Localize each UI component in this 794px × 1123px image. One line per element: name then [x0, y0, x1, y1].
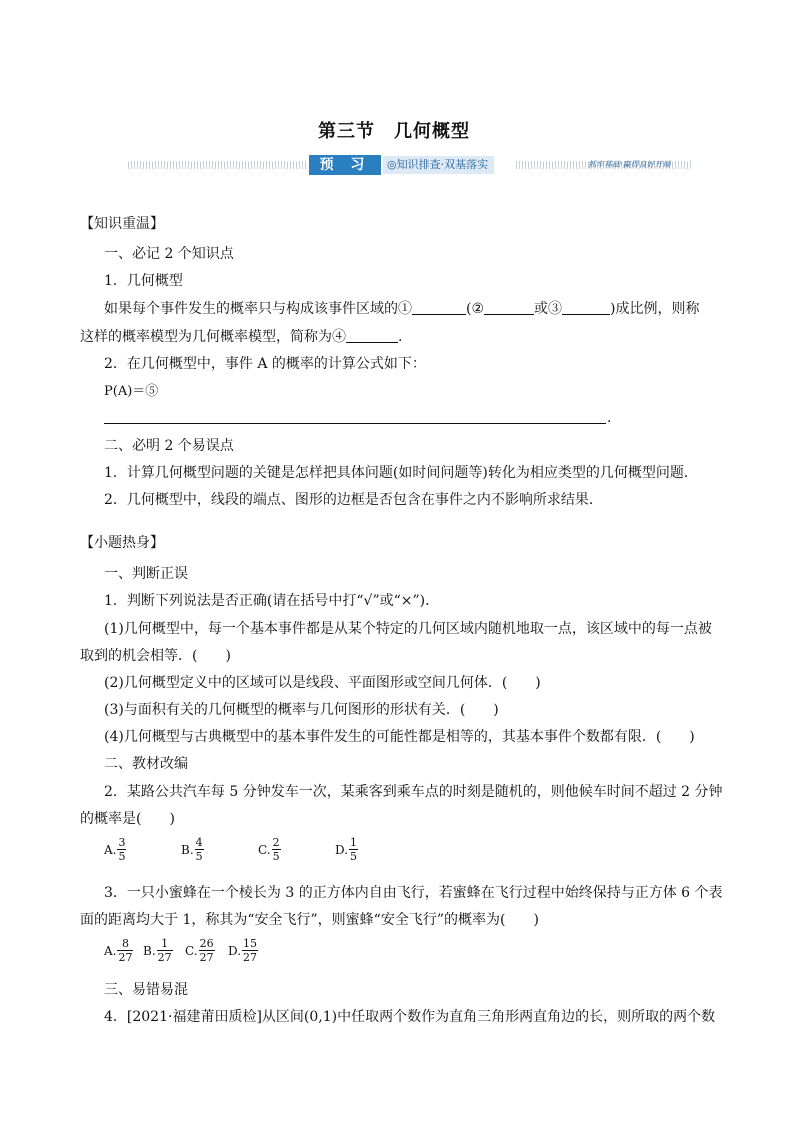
page-title: 第三节 几何概型 [318, 121, 470, 142]
q3-option-a: A. $\frac{8}{27}$ [104, 937, 133, 964]
q2-option-c: C. $\frac{2}{5}$ [258, 836, 280, 863]
q3-option-d-fraction: $\frac{15}{27}$ [243, 937, 258, 964]
blank-3 [562, 300, 610, 315]
blank-1 [412, 300, 466, 315]
question-1-2: (2)几何概型定义中的区域可以是线段、平面图形或空间几何体．( ) [104, 675, 541, 691]
q2-option-b-fraction: $\frac{4}{5}$ [195, 836, 203, 863]
k1-text-a: 如果每个事件发生的概率只与构成该事件区域的① [104, 301, 412, 317]
heading-confuse: 三、易错易混 [104, 982, 188, 998]
question-1: 1．判断下列说法是否正确(请在括号中打“√”或“×”)． [104, 593, 440, 609]
question-1-1-line-1: (1)几何概型中，每一个基本事件都是从某个特定的几何区域内随机地取一点，该区域中的每一点被 [104, 621, 712, 637]
blank-2 [484, 300, 534, 315]
error-point-2: 2．几何概型中，线段的端点、图形的边框是否包含在事件之内不影响所求结果． [104, 492, 603, 508]
q2-option-c-fraction: $\frac{2}{5}$ [272, 836, 280, 863]
q2-option-b: B. $\frac{4}{5}$ [181, 836, 203, 863]
knowledge-1-line-1 [104, 300, 699, 318]
question-1-3: (3)与面积有关的几何概型的概率与几何图形的形状有关．( ) [104, 702, 499, 718]
question-2-line-2: 的概率是( ) [80, 811, 175, 827]
question-2-line-1: 2．某路公共汽车每 5 分钟发车一次，某乘客到乘车点的时刻是随机的，则他候车时间不超过 2 分钟 [104, 784, 723, 800]
question-3-line-1: 3．一只小蜜蜂在一个棱长为 3 的正方体内自由飞行，若蜜蜂在飞行过程中始终保持与正方体 6 个表 [104, 885, 723, 901]
banner-tag: 预 习 [309, 155, 381, 175]
k1-text-b: (② [466, 301, 485, 317]
question-1-4: (4)几何概型与古典概型中的基本事件发生的可能性都是相等的，其基本事件个数都有限．( ) [104, 729, 695, 745]
knowledge-1-line-2 [80, 328, 402, 346]
formula-answer-line [104, 423, 606, 424]
knowledge-2: 2．在几何概型中，事件 A 的概率的计算公式如下： [104, 356, 426, 372]
error-point-1: 1．计算几何概型问题的关键是怎样把具体问题(如时间问题等)转化为相应类型的几何概型问题． [104, 465, 698, 481]
knowledge-1-title: 1．几何概型 [104, 273, 183, 289]
banner-subtitle: ◎知识排查·双基落实 [383, 156, 494, 174]
formula-label: P(A)＝⑤ [104, 384, 159, 399]
k1-text-e: 这样的概率模型为几何概率模型，简称为④ [80, 329, 346, 345]
question-3-line-2: 面的距离均大于 1，称其为“安全飞行”，则蜜蜂“安全飞行”的概率为( ) [80, 912, 539, 928]
heading-remember: 一、必记 2 个知识点 [104, 246, 234, 262]
q2-option-d-fraction: $\frac{1}{5}$ [350, 836, 358, 863]
q3-option-c-fraction: $\frac{26}{27}$ [199, 937, 214, 964]
q3-option-c: C. $\frac{26}{27}$ [185, 937, 214, 964]
k1-text-f: . [398, 329, 403, 345]
q2-option-a-fraction: $\frac{3}{5}$ [118, 836, 126, 863]
section-warmup-heading: 【小题热身】 [80, 535, 164, 551]
blank-4 [346, 328, 398, 343]
heading-judge: 一、判断正误 [104, 566, 188, 582]
section-review-heading: 【知识重温】 [80, 216, 164, 232]
question-1-1-line-2: 取到的机会相等．( ) [80, 648, 231, 664]
q3-option-b: B. $\frac{1}{27}$ [143, 937, 172, 964]
banner-rule-left [128, 161, 308, 169]
q3-option-d: D. $\frac{15}{27}$ [228, 937, 258, 964]
q2-option-a: A. $\frac{3}{5}$ [104, 836, 126, 863]
q3-option-a-fraction: $\frac{8}{27}$ [118, 937, 133, 964]
q2-option-d: D. $\frac{1}{5}$ [335, 836, 358, 863]
formula-end: . [607, 410, 612, 426]
k1-text-d: )成比例，则称 [610, 301, 700, 317]
heading-textbook: 二、教材改编 [104, 756, 188, 772]
question-4: 4．[2021·福建莆田质检]从区间(0,1)中任取两个数作为直角三角形两直角边的长，则所取的两个数 [104, 1009, 716, 1025]
k1-text-c: 或③ [534, 301, 563, 317]
q3-option-b-fraction: $\frac{1}{27}$ [157, 937, 172, 964]
heading-errors: 二、必明 2 个易误点 [104, 438, 234, 454]
banner-slogan: 抓牢基础·赢得良好开端 [588, 160, 671, 169]
